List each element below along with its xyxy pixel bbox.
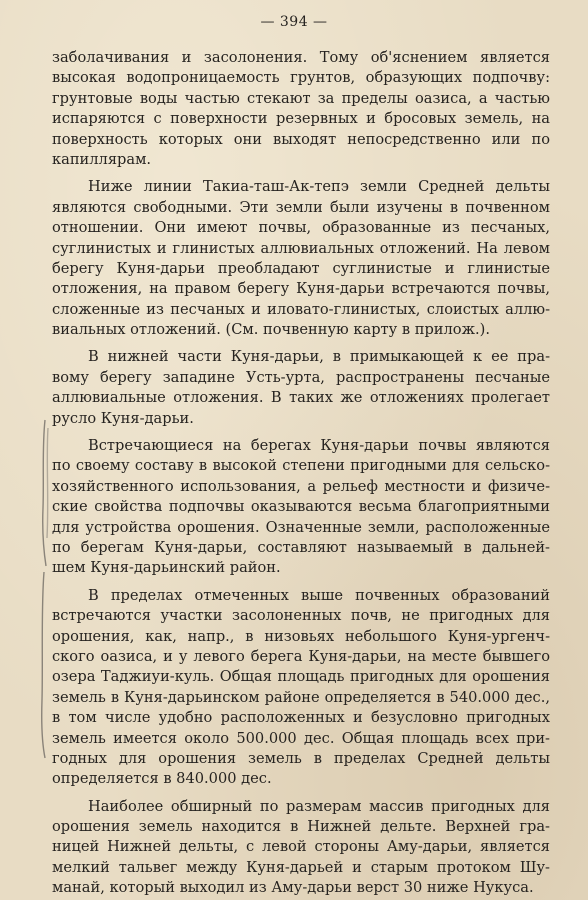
paragraph (52, 177, 550, 340)
text-line: испаряются с поверхности резервных и бросовых земель, на (52, 110, 550, 128)
text-line: капиллярам. (52, 150, 152, 168)
text-line: шем Куня-дарьинский район. (52, 559, 281, 577)
paragraph (52, 797, 550, 899)
paragraph-gap (52, 170, 550, 177)
paragraph-gap (52, 340, 550, 347)
text-line: орошения земель находится в Нижней дельте. Верхней гра- (52, 818, 550, 836)
text-line: земель имеется около 500.000 дес. Общая площадь всех при- (52, 729, 550, 747)
text-line: по берегам Куня-дарьи, составляют называемый в дальней- (52, 538, 550, 556)
text-line: вому берегу западине Усть-урта, распространены песчаные (52, 368, 550, 386)
text-line: В пределах отмеченных выше почвенных образований (88, 586, 550, 604)
text-line: орошения, как, напр., в низовьях небольшого Куня-ургенч- (52, 627, 550, 645)
text-line: Ниже линии Такиа-таш-Ак-тепэ земли Средней дельты (88, 178, 550, 196)
text-line: русло Куня-дарьи. (52, 409, 194, 427)
text-line: сложенные из песчаных и иловато-глинистых, слоистых аллю- (52, 300, 550, 318)
text-line: грунтовые воды частью стекают за пределы оазиса, а частью (52, 89, 550, 107)
text-line: ского оазиса, и у левого берега Куня-дарьи, на месте бывшего (52, 647, 550, 665)
text-line: земель в Куня-дарьинском районе определяется в 540.000 дес., (52, 688, 550, 706)
text-line: в том числе удобно расположенных и безусловно пригодных (52, 709, 550, 727)
page-number: — 394 — (260, 14, 328, 30)
text-line: виальных отложений. (См. почвенную карту в прилож.). (52, 321, 490, 339)
body-text (52, 48, 550, 899)
text-line: мелкий тальвег между Куня-дарьей и старым протоком Шу- (52, 858, 550, 876)
text-line: ские свойства подпочвы оказываются весьма благоприятными (52, 498, 550, 516)
text-line: по своему составу в высокой степени пригодными для сельско- (52, 457, 550, 475)
paragraph (52, 586, 550, 790)
paragraph-gap (52, 429, 550, 436)
text-line: отложения, на правом берегу Куня-дарьи встречаются почвы, (52, 280, 550, 298)
paragraph-gap (52, 790, 550, 797)
text-line: определяется в 840.000 дес. (52, 770, 272, 788)
text-line: годных для орошения земель в пределах Средней дельты (52, 749, 550, 767)
text-line: В нижней части Куня-дарьи, в примыкающей к ее пра- (88, 348, 550, 366)
paragraph (52, 48, 550, 170)
text-line: являются свободными. Эти земли были изучены в почвенном (52, 198, 550, 216)
text-line: поверхность которых они выходят непосредственно или по (52, 130, 550, 148)
text-line: берегу Куня-дарьи преобладают суглинистые и глинистые (52, 259, 550, 277)
text-line: встречаются участки засолоненных почв, не пригодных для (52, 607, 550, 625)
text-line: для устройства орошения. Означенные земли, расположенные (52, 518, 550, 536)
text-line: озера Таджиуи-куль. Общая площадь пригодных для орошения (52, 668, 550, 686)
text-line: суглинистых и глинистых аллювиальных отложений. На левом (52, 239, 550, 257)
text-line: аллювиальные отложения. В таких же отложениях пролегает (52, 389, 550, 407)
text-line: Встречающиеся на берегах Куня-дарьи почвы являются (88, 437, 550, 455)
paragraph-gap (52, 579, 550, 586)
paragraph (52, 436, 550, 579)
text-line: отношении. Они имеют почвы, образованные из песчаных, (52, 219, 550, 237)
paragraph (52, 347, 550, 429)
text-line: заболачивания и засолонения. Тому об'яснением является (52, 49, 550, 66)
text-line: Наиболее обширный по размерам массив пригодных для (88, 797, 550, 815)
text-line: ницей Нижней дельты, с левой стороны Аму-дарьи, является (52, 838, 550, 856)
pencil-margin-mark-2 (34, 570, 54, 760)
text-line: манай, который выходил из Аму-дарьи верст 30 ниже Нукуса. (52, 879, 534, 897)
text-line: высокая водопроницаемость грунтов, образующих подпочву: (52, 69, 550, 87)
text-line: хозяйственного использования, а рельеф местности и физиче- (52, 477, 550, 495)
